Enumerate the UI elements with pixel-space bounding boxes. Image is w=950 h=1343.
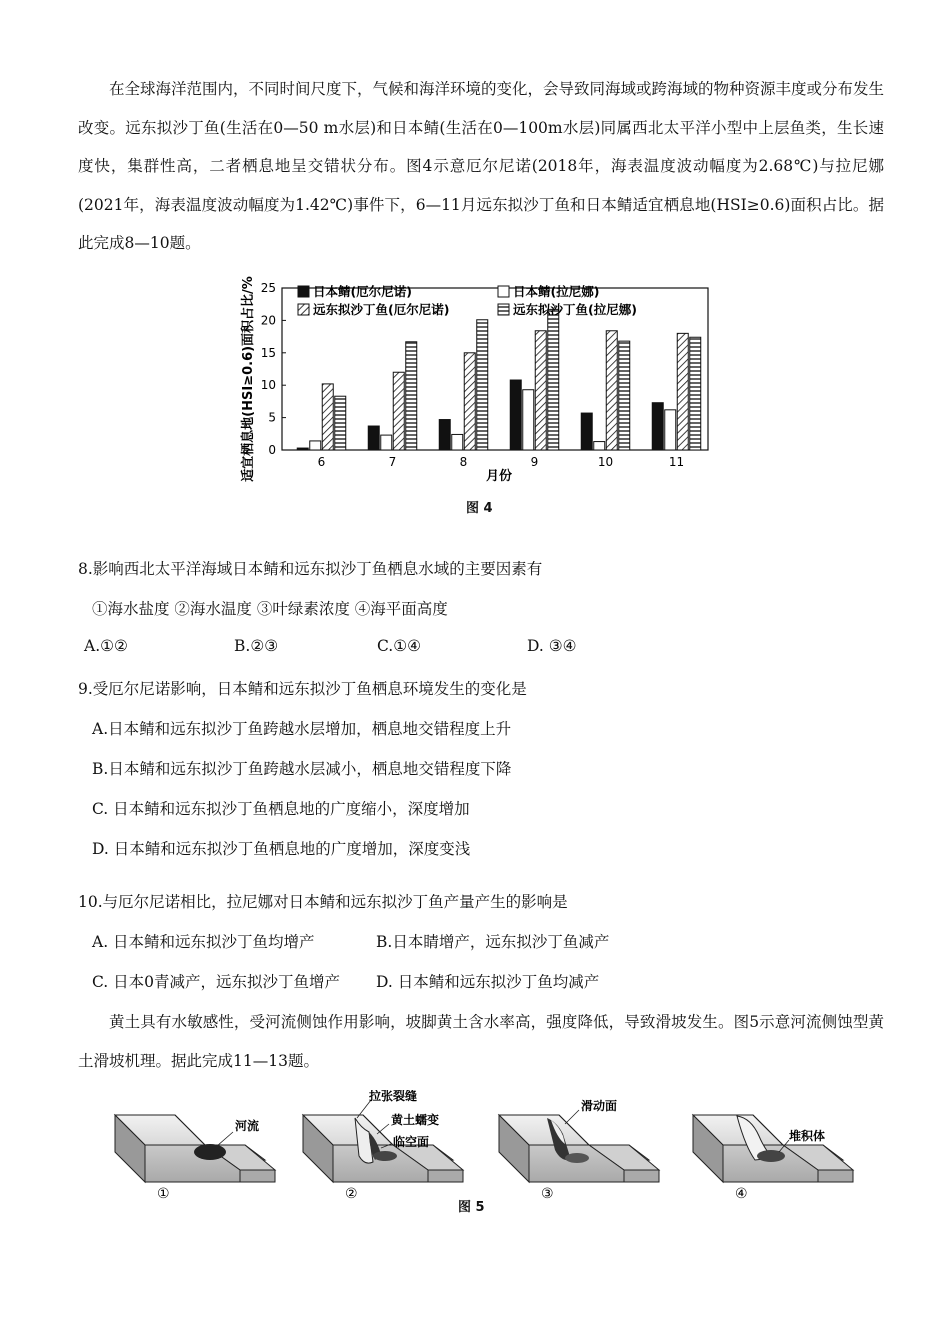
- bar-horizontal-6: [335, 396, 346, 450]
- x-tick-label: 10: [597, 455, 614, 469]
- y-tick-label: 5: [268, 410, 276, 425]
- figure5-diagram: [105, 1090, 905, 1200]
- q10-option-a[interactable]: A. 日本鲭和远东拟沙丁鱼均增产: [92, 933, 315, 951]
- legend-label: 远东拟沙丁鱼(厄尔尼诺): [313, 302, 450, 317]
- bar-solid-10: [581, 413, 592, 450]
- q10-stem: 10.与厄尔尼诺相比，拉尼娜对日本鲭和远东拟沙丁鱼产量产生的影响是: [78, 893, 568, 911]
- bar-solid-6: [297, 448, 308, 450]
- legend-swatch-diagonal: [298, 304, 309, 315]
- legend-swatch-horizontal: [498, 304, 509, 315]
- label-sliding-surface: 滑动面: [581, 1099, 618, 1113]
- figure5-panel-1: [115, 1115, 275, 1200]
- panel-number-2: ②: [345, 1186, 358, 1200]
- bar-empty-6: [310, 441, 321, 450]
- figure5-panel-2: [303, 1090, 463, 1200]
- second-paragraph: 黄土具有水敏感性，受河流侧蚀作用影响，坡脚黄土含水率高，强度降低，导致滑坡发生。图5示意河流侧蚀型黄土滑坡机理。据此完成11—13题。: [78, 1013, 884, 1070]
- panel-number-4: ④: [735, 1186, 748, 1200]
- bar-empty-9: [523, 390, 534, 450]
- q9-option-d[interactable]: D. 日本鲭和远东拟沙丁鱼栖息地的广度增加，深度变浅: [92, 840, 471, 858]
- x-tick-label: 7: [388, 455, 397, 469]
- bar-empty-11: [665, 410, 676, 450]
- bar-solid-8: [439, 420, 450, 450]
- x-tick-label: 11: [668, 455, 685, 469]
- figure4-caption: 图 4: [466, 501, 493, 516]
- q8-option-b[interactable]: B.②③: [234, 637, 279, 655]
- bar-empty-10: [594, 442, 605, 450]
- figure5-panel-3: [499, 1098, 659, 1200]
- bar-solid-11: [652, 403, 663, 450]
- q10-option-b[interactable]: B.日本睛增产，远东拟沙丁鱼减产: [376, 933, 610, 951]
- x-axis-label: 月份: [485, 469, 513, 482]
- intro-paragraph: 在全球海洋范围内，不同时间尺度下，气候和海洋环境的变化，会导致同海域或跨海域的物种资源丰度或分布发生改变。远东拟沙丁鱼(生活在0—50 m水层)和日本鲭(生活在0—100m水层)同属西北太平洋小型中上层鱼类，生长速度快，集群性高，二者栖息地呈交错状分布。图4示意厄尔尼诺(2018年，海表温度波动幅度为2.68℃)与拉尼娜(2021年，海表温度波动幅度为1.42℃)事件下，6—11月远东拟沙丁鱼和日本鲭适宜栖息地(HSI≥0.6)面积占比。据此完成8—10题。: [78, 80, 885, 252]
- y-tick-label: 15: [260, 345, 276, 360]
- bar-diagonal-9: [535, 331, 546, 450]
- q9-option-b[interactable]: B.日本鲭和远东拟沙丁鱼跨越水层减小，栖息地交错程度下降: [92, 760, 512, 778]
- bar-solid-9: [510, 380, 521, 450]
- legend-label: 日本鲭(厄尔尼诺): [313, 284, 412, 299]
- panel-number-1: ①: [157, 1186, 170, 1200]
- q9-stem: 9.受厄尔尼诺影响，日本鲭和远东拟沙丁鱼栖息环境发生的变化是: [78, 680, 527, 698]
- legend-label: 日本鲭(拉尼娜): [513, 284, 600, 299]
- panel-number-3: ③: [541, 1186, 554, 1200]
- q10-option-d[interactable]: D. 日本鲭和远东拟沙丁鱼均减产: [376, 973, 600, 991]
- y-tick-label: 0: [268, 443, 276, 457]
- q8-stem: 8.影响西北太平洋海域日本鲭和远东拟沙丁鱼栖息水域的主要因素有: [78, 560, 543, 578]
- bar-horizontal-8: [477, 320, 488, 450]
- label-deposit: 堆积体: [789, 1129, 826, 1143]
- bar-solid-7: [368, 426, 379, 450]
- x-tick-label: 9: [530, 455, 539, 469]
- bar-horizontal-7: [406, 342, 417, 450]
- label-river: 河流: [235, 1119, 260, 1133]
- q9-option-a[interactable]: A.日本鲭和远东拟沙丁鱼跨越水层增加，栖息地交错程度上升: [92, 720, 512, 738]
- figure5-caption: 图 5: [458, 1200, 485, 1215]
- figure5-panel-4: [693, 1115, 853, 1200]
- y-tick-label: 20: [260, 313, 276, 328]
- bar-horizontal-9: [548, 309, 559, 450]
- label-loess-creep: 黄土蠕变: [391, 1113, 440, 1127]
- bar-diagonal-10: [606, 331, 617, 450]
- figure4-bar-chart: [240, 262, 720, 482]
- bar-horizontal-11: [690, 337, 701, 450]
- y-tick-label: 10: [260, 378, 276, 393]
- x-tick-label: 8: [459, 455, 468, 469]
- bar-horizontal-10: [619, 341, 630, 450]
- legend-swatch-solid: [298, 286, 309, 297]
- x-tick-label: 6: [317, 455, 326, 469]
- bar-empty-7: [381, 435, 392, 450]
- label-free-face: 临空面: [393, 1135, 430, 1149]
- q10-option-c[interactable]: C. 日本0青减产，远东拟沙丁鱼增产: [92, 973, 341, 991]
- y-tick-label: 25: [260, 281, 276, 295]
- y-axis-label: 适宜栖息地(HSI≥0.6)面积占比/%: [241, 276, 256, 482]
- label-tension-crack: 拉张裂缝: [369, 1090, 418, 1103]
- q8-option-d[interactable]: D. ③④: [527, 637, 577, 655]
- bar-empty-8: [452, 434, 463, 450]
- q8-items: ①海水盐度 ②海水温度 ③叶绿素浓度 ④海平面高度: [92, 600, 448, 618]
- bar-diagonal-6: [322, 384, 333, 450]
- legend-label: 远东拟沙丁鱼(拉尼娜): [513, 302, 637, 317]
- bar-diagonal-11: [677, 333, 688, 450]
- q9-option-c[interactable]: C. 日本鲭和远东拟沙丁鱼栖息地的广度缩小，深度增加: [92, 800, 470, 818]
- bar-diagonal-8: [464, 353, 475, 450]
- bar-diagonal-7: [393, 372, 404, 450]
- q8-option-a[interactable]: A.①②: [84, 637, 128, 655]
- q8-option-c[interactable]: C.①④: [377, 637, 422, 655]
- legend-swatch-empty: [498, 286, 509, 297]
